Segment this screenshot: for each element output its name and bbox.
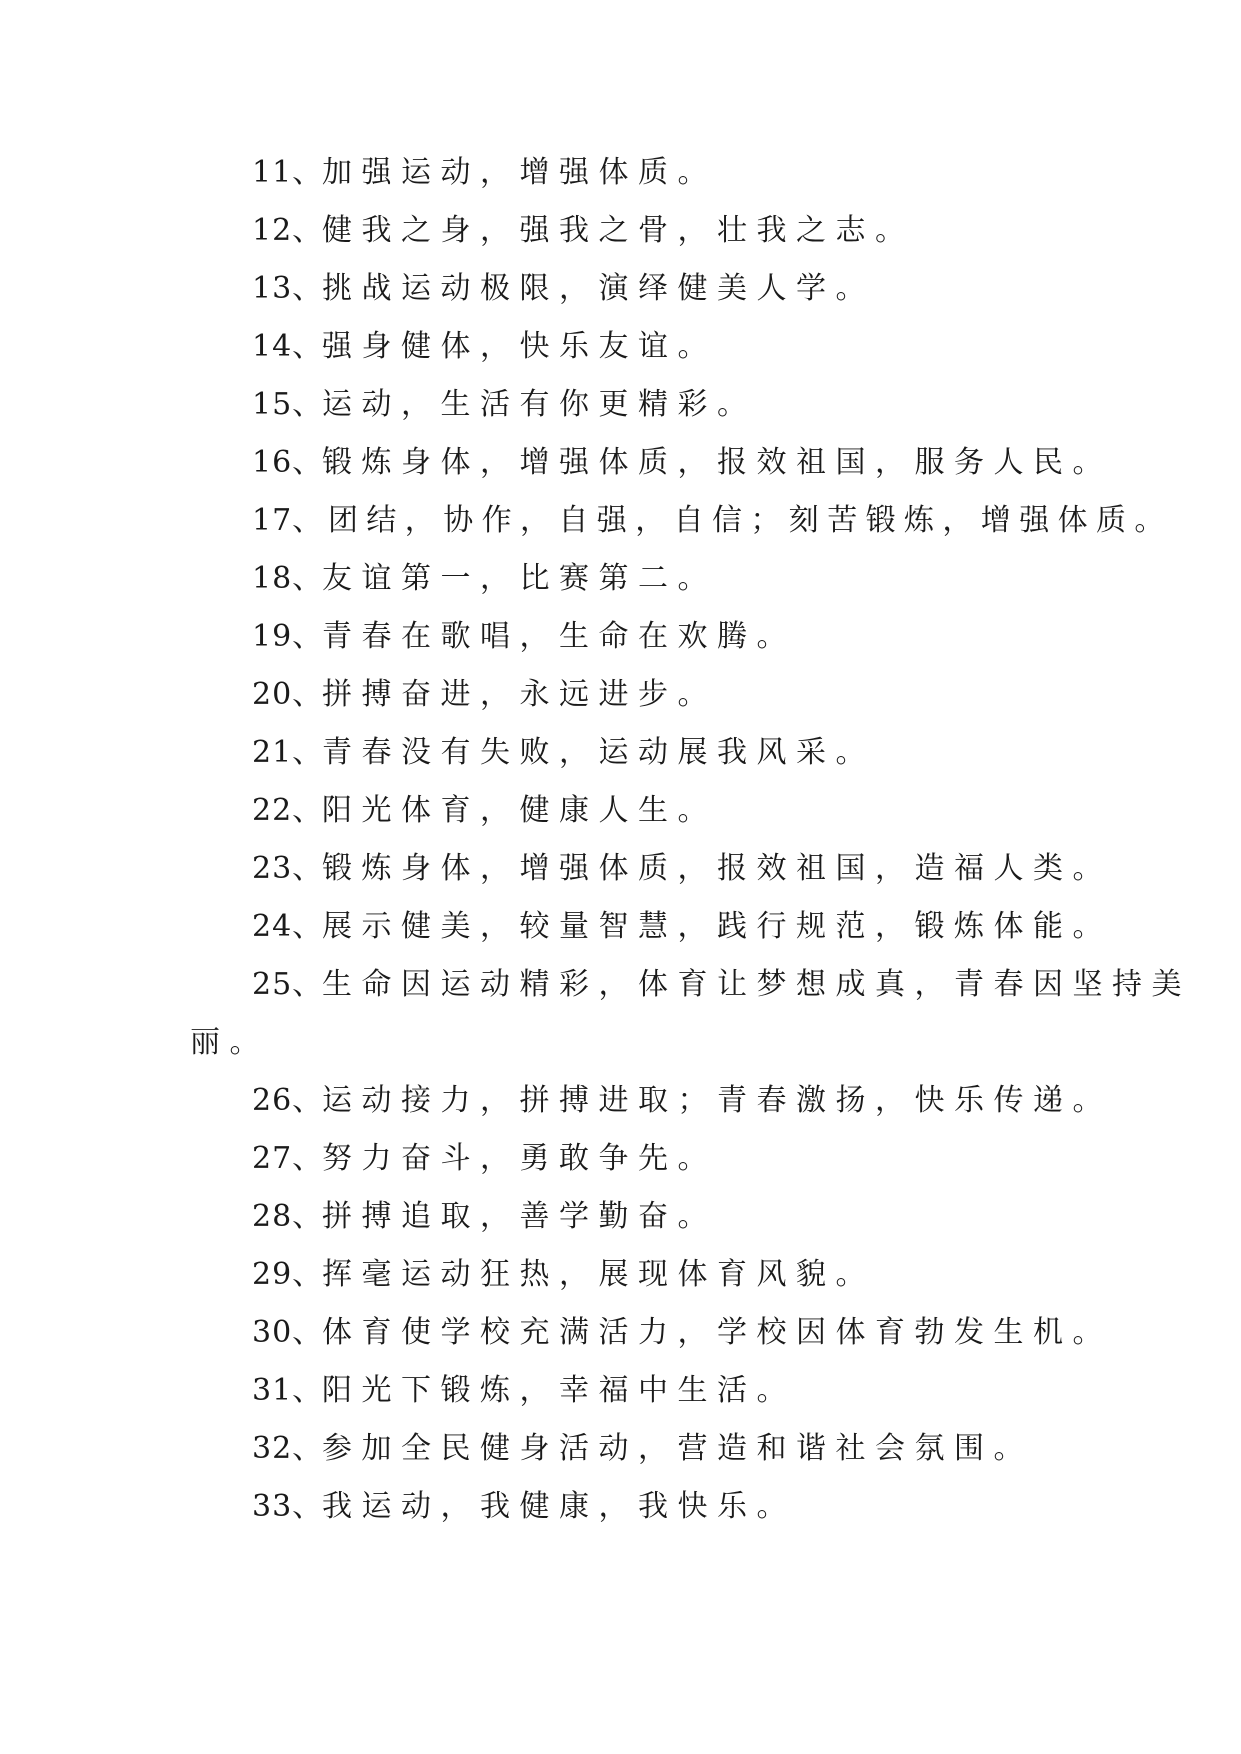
item-number: 29、 — [252, 1257, 324, 1292]
item-text: 阳光下锻炼，幸福中生活。 — [322, 1373, 796, 1408]
item-text: 体育使学校充满活力，学校因体育勃发生机。 — [322, 1315, 1112, 1350]
item-number: 31、 — [252, 1373, 324, 1408]
item-number: 19、 — [252, 619, 324, 654]
item-text: 阳光体育，健康人生。 — [322, 793, 717, 828]
list-item — [0, 791, 1241, 849]
item-number: 15、 — [252, 387, 324, 422]
item-number: 25、 — [252, 967, 324, 1002]
list-item — [0, 617, 1241, 675]
item-text: 加强运动，增强体质。 — [322, 155, 717, 190]
item-text-continuation: 丽。 — [190, 1025, 269, 1060]
item-text: 团结，协作，自强，自信；刻苦锻炼，增强体质。 — [328, 503, 1173, 538]
list-item — [0, 443, 1241, 501]
item-text: 拼搏追取，善学勤奋。 — [322, 1199, 717, 1234]
item-number: 21、 — [252, 735, 324, 770]
item-number: 30、 — [252, 1315, 324, 1350]
item-number: 33、 — [252, 1489, 324, 1524]
item-text: 强身健体，快乐友谊。 — [322, 329, 717, 364]
list-item — [0, 1313, 1241, 1371]
item-number: 14、 — [252, 329, 324, 364]
item-text: 生命因运动精彩，体育让梦想成真，青春因坚持美 — [322, 967, 1191, 1002]
list-item — [0, 1139, 1241, 1197]
item-number: 13、 — [252, 271, 324, 306]
item-text: 友谊第一，比赛第二。 — [322, 561, 717, 596]
item-number: 18、 — [252, 561, 324, 596]
item-number: 24、 — [252, 909, 324, 944]
item-text: 锻炼身体，增强体质，报效祖国，造福人类。 — [322, 851, 1112, 886]
list-item — [0, 501, 1241, 559]
list-item — [0, 211, 1241, 269]
item-text: 青春没有失败，运动展我风采。 — [322, 735, 875, 770]
item-number: 27、 — [252, 1141, 324, 1176]
item-number: 16、 — [252, 445, 324, 480]
list-item — [0, 1255, 1241, 1313]
item-text: 拼搏奋进，永远进步。 — [322, 677, 717, 712]
item-text: 参加全民健身活动，营造和谐社会氛围。 — [322, 1431, 1033, 1466]
item-text: 挥毫运动狂热，展现体育风貌。 — [322, 1257, 875, 1292]
item-text: 青春在歌唱，生命在欢腾。 — [322, 619, 796, 654]
list-item — [0, 559, 1241, 617]
list-item — [0, 733, 1241, 791]
list-item — [0, 849, 1241, 907]
list-item — [0, 153, 1241, 211]
list-item — [0, 1487, 1241, 1545]
item-text: 挑战运动极限，演绎健美人学。 — [322, 271, 875, 306]
list-item — [0, 1197, 1241, 1255]
item-text: 运动接力，拼搏进取；青春激扬，快乐传递。 — [322, 1083, 1112, 1118]
list-item — [0, 1429, 1241, 1487]
item-number: 20、 — [252, 677, 324, 712]
list-item — [0, 269, 1241, 327]
list-item — [0, 385, 1241, 443]
item-number: 23、 — [252, 851, 324, 886]
item-text: 展示健美，较量智慧，践行规范，锻炼体能。 — [322, 909, 1112, 944]
item-text: 健我之身，强我之骨，壮我之志。 — [322, 213, 915, 248]
item-number: 11、 — [252, 155, 324, 190]
item-text: 努力奋斗，勇敢争先。 — [322, 1141, 717, 1176]
item-number: 26、 — [252, 1083, 324, 1118]
item-text: 我运动，我健康，我快乐。 — [322, 1489, 796, 1524]
list-item — [0, 907, 1241, 965]
list-item — [0, 965, 1241, 1081]
list-item — [0, 327, 1241, 385]
item-number: 22、 — [252, 793, 324, 828]
item-text: 锻炼身体，增强体质，报效祖国，服务人民。 — [322, 445, 1112, 480]
item-number: 28、 — [252, 1199, 324, 1234]
item-number: 32、 — [252, 1431, 324, 1466]
list-item — [0, 1081, 1241, 1139]
list-item — [0, 675, 1241, 733]
list-item — [0, 1371, 1241, 1429]
item-text: 运动，生活有你更精彩。 — [322, 387, 757, 422]
item-number: 12、 — [252, 213, 324, 248]
slogan-list — [0, 153, 1241, 1545]
item-number: 17、 — [252, 503, 324, 538]
